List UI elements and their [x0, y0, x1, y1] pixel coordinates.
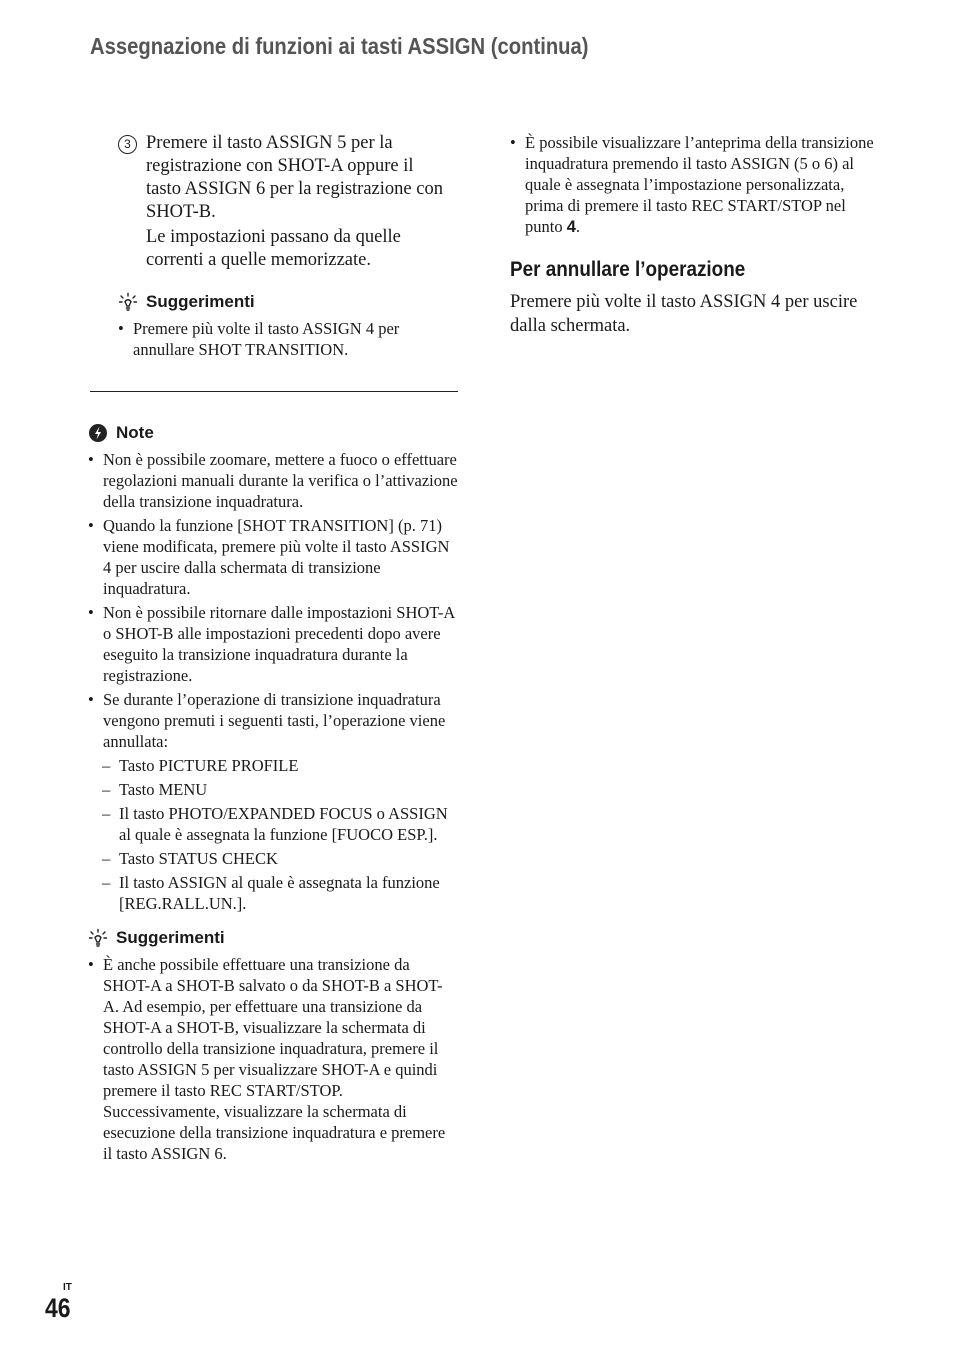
list-item: • Premere più volte il tasto ASSIGN 4 per annullare SHOT TRANSITION. — [118, 318, 448, 360]
tips-heading — [88, 928, 458, 948]
cancel-keys-list — [88, 755, 458, 914]
preview-tip-list — [510, 132, 885, 238]
tips-heading-label: Suggerimenti — [146, 292, 255, 311]
note-heading-label: Note — [116, 423, 154, 442]
list-item: – Il tasto PHOTO/EXPANDED FOCUS o ASSIGN al quale è assegnata la funzione [FUOCO ESP.]. — [88, 803, 458, 845]
left-column-bottom — [88, 423, 458, 1167]
page-number: 46 — [45, 1293, 71, 1323]
section-heading: Per annullare l’operazione — [510, 258, 746, 281]
list-item: – Tasto PICTURE PROFILE — [88, 755, 458, 776]
warning-circle-icon — [88, 423, 108, 443]
tips-heading — [118, 292, 448, 312]
lightbulb-icon — [118, 292, 138, 312]
list-item-text: È possibile visualizzare l’anteprima della transizione inquadratura premendo il tasto ASSIGN (5 o 6) al quale è assegnata l’impostazione personalizzata, prima di premere il tasto REC START/STOP nel punto — [525, 133, 874, 236]
list-item: – Tasto MENU — [88, 779, 458, 800]
section-text: Premere più volte il tasto ASSIGN 4 per uscire dalla schermata. — [510, 292, 858, 336]
notes-list — [88, 449, 458, 752]
step-reference: 4 — [566, 218, 576, 236]
page-title: Assegnazione di funzioni ai tasti ASSIGN (continua) — [90, 33, 589, 59]
right-column — [510, 132, 885, 338]
list-item: • È anche possibile effettuare una transizione da SHOT-A a SHOT-B salvato o da SHOT-B a SHOT-A. Ad esempio, per effettuare una transizione da SHOT-A a SHOT-B, visualizzare la schermata di controllo della transizione inquadratura, premere il tasto ASSIGN 5 per visualizzare SHOT-A e quindi premere il tasto REC START/STOP. Successivamente, visualizzare la schermata di esecuzione della transizione inquadratura e premere il tasto ASSIGN 6. — [88, 954, 458, 1164]
list-item — [510, 132, 885, 238]
list-item: • Quando la funzione [SHOT TRANSITION] (p. 71) viene modificata, premere più volte il tasto ASSIGN 4 per uscire dalla schermata di transizione inquadratura. — [88, 515, 458, 599]
language-code: IT — [63, 1282, 72, 1293]
lightbulb-icon — [88, 928, 108, 948]
tips-list — [118, 318, 448, 360]
step-3-result: Le impostazioni passano da quelle correnti a quelle memorizzate. — [146, 227, 401, 270]
section-divider — [90, 391, 458, 392]
step-3 — [118, 132, 448, 272]
note-heading — [88, 423, 458, 443]
tips-heading-label: Suggerimenti — [116, 928, 225, 947]
list-item-end: . — [575, 217, 581, 236]
left-column-top — [118, 132, 448, 363]
list-item: – Il tasto ASSIGN al quale è assegnata la funzione [REG.RALL.UN.]. — [88, 872, 458, 914]
list-item — [88, 689, 458, 752]
step-number-badge: 3 — [118, 135, 137, 154]
list-item-text: Se durante l’operazione di transizione inquadratura vengono premuti i seguenti tasti, l’operazione viene annullata: — [103, 690, 446, 751]
list-item: • Non è possibile zoomare, mettere a fuoco o effettuare regolazioni manuali durante la verifica o l’attivazione della transizione inquadratura. — [88, 449, 458, 512]
list-item: – Tasto STATUS CHECK — [88, 848, 458, 869]
step-3-instruction: Premere il tasto ASSIGN 5 per la registrazione con SHOT-A oppure il tasto ASSIGN 6 per la registrazione con SHOT-B. — [146, 133, 443, 222]
list-item: • Non è possibile ritornare dalle impostazioni SHOT-A o SHOT-B alle impostazioni precedenti dopo avere eseguito la transizione inquadratura durante la registrazione. — [88, 602, 458, 686]
tips-list — [88, 954, 458, 1164]
